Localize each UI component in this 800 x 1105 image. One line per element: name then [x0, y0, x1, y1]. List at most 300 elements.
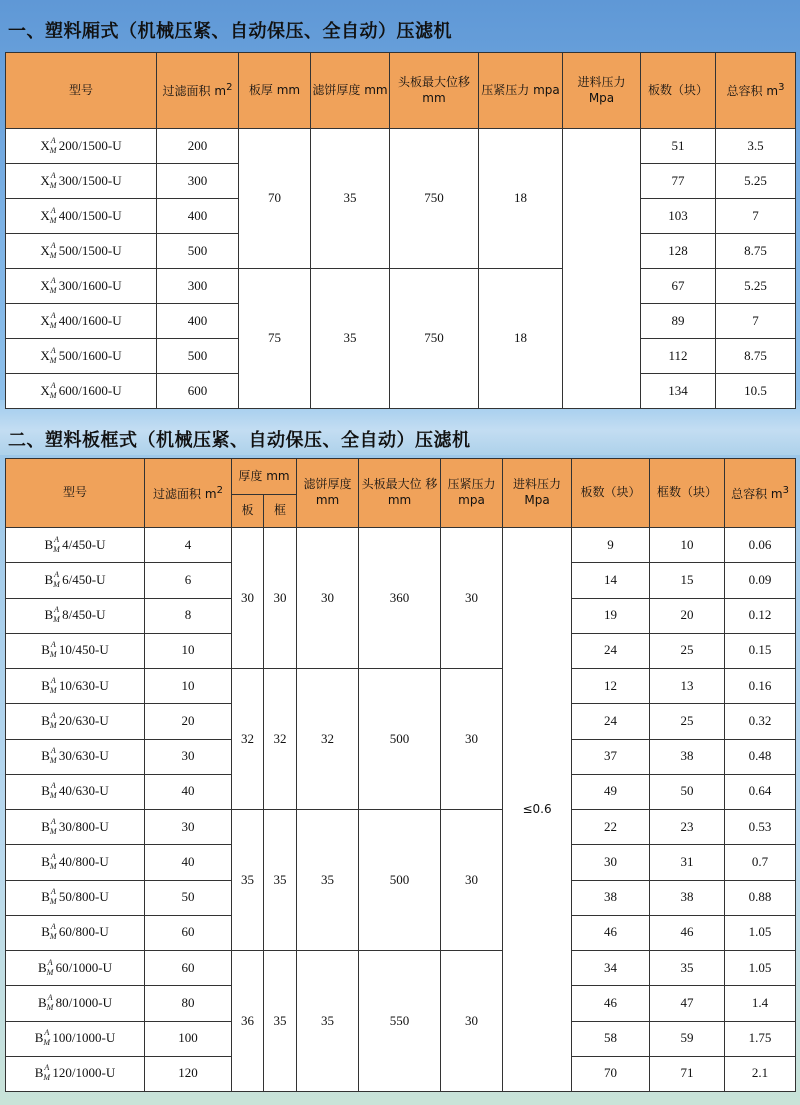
volume-cell: 1.75	[725, 1021, 796, 1056]
area-cell: 10	[145, 633, 232, 668]
model-sup: A	[50, 922, 56, 932]
model-prefix: B	[44, 536, 54, 552]
header-volume-label: 总容积 m	[731, 486, 783, 501]
model-prefix: X	[40, 382, 50, 398]
model-cell	[6, 704, 145, 739]
model-sup: A	[50, 170, 56, 180]
model-prefix: B	[41, 889, 50, 905]
model-prefix: B	[41, 712, 50, 728]
group-frame-cell: 35	[264, 810, 297, 951]
model-subscript-stack	[49, 275, 58, 295]
model-cell	[6, 339, 157, 374]
header-area-sup: 2	[226, 82, 233, 94]
group-press-cell: 30	[441, 669, 503, 810]
area-cell: 400	[157, 199, 239, 234]
model-number: 30/800-U	[58, 818, 109, 834]
group-travel-cell: 360	[359, 528, 441, 669]
model-prefix: X	[40, 172, 50, 188]
group-frame-cell: 32	[264, 669, 297, 810]
model-sup: A	[50, 275, 56, 285]
area-cell: 120	[145, 1056, 232, 1091]
area-cell: 40	[145, 774, 232, 809]
model-sub: M	[49, 685, 57, 695]
header-area	[157, 53, 239, 129]
header-plate: 板	[232, 495, 264, 528]
table-row	[6, 810, 796, 845]
model-prefix: X	[40, 137, 50, 153]
frames-cell: 23	[650, 810, 725, 845]
model-sub: M	[53, 544, 60, 554]
model-sup: A	[50, 205, 56, 215]
model-number: 50/800-U	[58, 889, 109, 905]
model-sub: M	[49, 145, 57, 155]
volume-cell: 5.25	[716, 269, 796, 304]
model-cell	[6, 164, 157, 199]
group-cake-cell: 35	[297, 951, 359, 1092]
model-sup: A	[50, 310, 56, 320]
model-subscript-stack	[46, 992, 55, 1012]
model-number: 500/1500-U	[58, 242, 122, 258]
plates-cell: 34	[572, 951, 650, 986]
header-model: 型号	[6, 459, 145, 528]
model-cell	[6, 669, 145, 704]
model-number: 500/1600-U	[58, 347, 122, 363]
model-sup: A	[50, 240, 56, 250]
header-plate-thickness: 板厚 mm	[239, 53, 311, 129]
plates-cell: 12	[572, 669, 650, 704]
model-prefix: X	[40, 312, 50, 328]
model-subscript-stack	[53, 534, 61, 554]
model-subscript-stack	[46, 957, 55, 977]
frames-cell: 20	[650, 598, 725, 633]
frame-filter-press-table	[5, 458, 796, 1092]
area-cell: 6	[145, 563, 232, 598]
model-cell	[6, 880, 145, 915]
model-prefix: B	[44, 571, 54, 587]
model-sub: M	[49, 250, 57, 260]
group-cake-cell: 30	[297, 528, 359, 669]
model-subscript-stack	[49, 675, 58, 695]
volume-cell: 7	[716, 304, 796, 339]
model-cell	[6, 915, 145, 950]
plates-cell: 49	[572, 774, 650, 809]
model-number: 60/800-U	[58, 924, 109, 940]
plates-cell: 67	[641, 269, 716, 304]
feed-pressure-cell: ≤0.6	[503, 528, 572, 1092]
header-area-label: 过滤面积 m	[162, 84, 227, 99]
model-prefix: B	[41, 677, 50, 693]
model-sup: A	[50, 380, 56, 390]
model-subscript-stack	[49, 851, 58, 871]
model-subscript-stack	[53, 605, 61, 625]
group-travel-cell: 750	[390, 269, 479, 409]
model-sup: A	[50, 887, 56, 897]
table-header-row	[6, 53, 796, 129]
model-sub: M	[43, 1073, 51, 1083]
model-sub: M	[49, 720, 57, 730]
frames-cell: 59	[650, 1021, 725, 1056]
model-prefix: B	[41, 642, 50, 658]
section-1-title: 一、塑料厢式（机械压紧、自动保压、全自动）压滤机	[8, 21, 452, 42]
volume-cell: 1.4	[725, 986, 796, 1021]
area-cell: 400	[157, 304, 239, 339]
model-number: 200/1500-U	[58, 137, 122, 153]
model-prefix: X	[40, 207, 50, 223]
table-row	[6, 528, 796, 563]
volume-cell: 0.06	[725, 528, 796, 563]
model-cell	[6, 739, 145, 774]
volume-cell: 0.64	[725, 774, 796, 809]
model-sup: A	[54, 534, 60, 544]
model-prefix: B	[34, 1065, 44, 1081]
volume-cell: 0.15	[725, 633, 796, 668]
header-frame: 框	[264, 495, 297, 528]
plates-cell: 103	[641, 199, 716, 234]
group-travel-cell: 750	[390, 129, 479, 269]
model-cell	[6, 1021, 145, 1056]
area-cell: 30	[145, 739, 232, 774]
header-area-label: 过滤面积 m	[153, 486, 217, 501]
model-cell	[6, 810, 145, 845]
volume-cell: 1.05	[725, 951, 796, 986]
header-frame-count: 框数（块）	[650, 459, 725, 528]
volume-cell: 2.1	[725, 1056, 796, 1091]
header-area	[145, 459, 232, 528]
model-sup: A	[50, 781, 56, 791]
header-feed-pressure: 进料压力 Mpa	[503, 459, 572, 528]
frames-cell: 25	[650, 704, 725, 739]
group-plate-cell: 36	[232, 951, 264, 1092]
volume-cell: 0.7	[725, 845, 796, 880]
model-number: 400/1500-U	[58, 207, 122, 223]
plates-cell: 112	[641, 339, 716, 374]
model-cell	[6, 986, 145, 1021]
table-header-row	[6, 459, 796, 495]
model-subscript-stack	[49, 135, 58, 155]
model-subscript-stack	[49, 710, 58, 730]
model-number: 120/1000-U	[52, 1065, 116, 1081]
group-press-cell: 30	[441, 810, 503, 951]
volume-cell: 0.32	[725, 704, 796, 739]
table-row	[6, 951, 796, 986]
header-volume	[725, 459, 796, 528]
area-cell: 50	[145, 880, 232, 915]
area-cell: 10	[145, 669, 232, 704]
model-number: 6/450-U	[62, 571, 106, 587]
area-cell: 300	[157, 269, 239, 304]
group-travel-cell: 500	[359, 810, 441, 951]
model-sup: A	[44, 1028, 50, 1038]
area-cell: 300	[157, 164, 239, 199]
volume-cell: 8.75	[716, 339, 796, 374]
model-prefix: X	[40, 242, 50, 258]
header-head-travel: 头板最大位移 mm	[390, 53, 479, 129]
model-number: 600/1600-U	[58, 382, 122, 398]
plates-cell: 51	[641, 129, 716, 164]
header-volume	[716, 53, 796, 129]
area-cell: 30	[145, 810, 232, 845]
area-cell: 4	[145, 528, 232, 563]
model-prefix: X	[40, 277, 50, 293]
model-cell	[6, 234, 157, 269]
group-plate-cell: 35	[232, 810, 264, 951]
plates-cell: 77	[641, 164, 716, 199]
frames-cell: 50	[650, 774, 725, 809]
model-subscript-stack	[49, 887, 58, 907]
group-cake-cell: 35	[311, 129, 390, 269]
frames-cell: 47	[650, 986, 725, 1021]
model-sup: A	[50, 135, 56, 145]
model-sup: A	[50, 816, 56, 826]
model-sub: M	[53, 615, 60, 625]
model-sub: M	[49, 826, 57, 836]
volume-cell: 0.16	[725, 669, 796, 704]
model-number: 10/450-U	[58, 642, 109, 658]
volume-cell: 0.88	[725, 880, 796, 915]
model-cell	[6, 304, 157, 339]
model-cell	[6, 199, 157, 234]
volume-cell: 0.53	[725, 810, 796, 845]
model-sub: M	[49, 320, 57, 330]
frames-cell: 38	[650, 880, 725, 915]
group-press-cell: 30	[441, 528, 503, 669]
plates-cell: 128	[641, 234, 716, 269]
model-sub: M	[46, 1002, 54, 1012]
model-subscript-stack	[49, 640, 58, 660]
group-press-cell: 30	[441, 951, 503, 1092]
model-sup: A	[47, 957, 53, 967]
header-model: 型号	[6, 53, 157, 129]
model-number: 80/1000-U	[55, 994, 112, 1010]
model-sup: A	[44, 1063, 50, 1073]
model-sub: M	[49, 861, 57, 871]
model-number: 4/450-U	[62, 536, 106, 552]
plates-cell: 46	[572, 986, 650, 1021]
model-subscript-stack	[49, 240, 58, 260]
model-sub: M	[49, 180, 57, 190]
header-cake-thickness: 滤饼厚度 mm	[311, 53, 390, 129]
model-prefix: X	[40, 347, 50, 363]
model-cell	[6, 633, 145, 668]
area-cell: 100	[145, 1021, 232, 1056]
group-travel-cell: 500	[359, 669, 441, 810]
model-sub: M	[49, 756, 57, 766]
model-number: 10/630-U	[58, 677, 109, 693]
model-subscript-stack	[49, 380, 58, 400]
model-sup: A	[54, 605, 60, 615]
volume-cell: 7	[716, 199, 796, 234]
plates-cell: 37	[572, 739, 650, 774]
header-feed-pressure: 进料压力 Mpa	[563, 53, 641, 129]
feed-pressure-cell	[563, 129, 641, 409]
volume-cell: 5.25	[716, 164, 796, 199]
model-cell	[6, 1056, 145, 1091]
model-number: 300/1600-U	[58, 277, 122, 293]
area-cell: 500	[157, 234, 239, 269]
model-number: 8/450-U	[62, 607, 106, 623]
model-subscript-stack	[49, 170, 58, 190]
frames-cell: 38	[650, 739, 725, 774]
plates-cell: 9	[572, 528, 650, 563]
plates-cell: 22	[572, 810, 650, 845]
model-sub: M	[49, 285, 57, 295]
model-cell	[6, 845, 145, 880]
header-thickness: 厚度 mm	[232, 459, 297, 495]
model-number: 100/1000-U	[52, 1030, 116, 1046]
model-subscript-stack	[49, 922, 58, 942]
model-sup: A	[50, 710, 56, 720]
model-sub: M	[49, 791, 57, 801]
model-number: 40/800-U	[58, 853, 109, 869]
model-prefix: B	[41, 924, 50, 940]
header-plate-count: 板数（块）	[641, 53, 716, 129]
group-press-cell: 18	[479, 269, 563, 409]
model-sup: A	[50, 851, 56, 861]
header-volume-sup: 3	[778, 82, 785, 94]
plates-cell: 38	[572, 880, 650, 915]
model-cell	[6, 528, 145, 563]
model-prefix: B	[34, 1030, 44, 1046]
model-prefix: B	[41, 818, 50, 834]
header-press-pressure: 压紧压力 mpa	[441, 459, 503, 528]
group-plate-cell: 75	[239, 269, 311, 409]
frames-cell: 35	[650, 951, 725, 986]
frames-cell: 10	[650, 528, 725, 563]
plates-cell: 24	[572, 633, 650, 668]
model-prefix: B	[41, 783, 50, 799]
group-cake-cell: 35	[311, 269, 390, 409]
plates-cell: 14	[572, 563, 650, 598]
model-sup: A	[50, 675, 56, 685]
section-2-title: 二、塑料板框式（机械压紧、自动保压、全自动）压滤机	[8, 430, 471, 451]
model-sup: A	[47, 992, 53, 1002]
model-cell	[6, 374, 157, 409]
model-sub: M	[49, 897, 57, 907]
model-sub: M	[49, 355, 57, 365]
area-cell: 600	[157, 374, 239, 409]
group-cake-cell: 32	[297, 669, 359, 810]
group-frame-cell: 35	[264, 951, 297, 1092]
model-number: 40/630-U	[58, 783, 109, 799]
frames-cell: 46	[650, 915, 725, 950]
header-cake-thickness: 滤饼厚度 mm	[297, 459, 359, 528]
area-cell: 60	[145, 951, 232, 986]
model-sub: M	[43, 1038, 51, 1048]
area-cell: 500	[157, 339, 239, 374]
frames-cell: 31	[650, 845, 725, 880]
model-number: 30/630-U	[58, 748, 109, 764]
model-prefix: B	[41, 853, 50, 869]
plates-cell: 70	[572, 1056, 650, 1091]
model-number: 60/1000-U	[55, 959, 112, 975]
group-cake-cell: 35	[297, 810, 359, 951]
plates-cell: 30	[572, 845, 650, 880]
model-subscript-stack	[43, 1063, 51, 1083]
model-cell	[6, 951, 145, 986]
model-cell	[6, 563, 145, 598]
table-row	[6, 129, 796, 164]
group-plate-cell: 30	[232, 528, 264, 669]
model-cell	[6, 269, 157, 304]
model-sup: A	[50, 345, 56, 355]
volume-cell: 0.09	[725, 563, 796, 598]
frames-cell: 15	[650, 563, 725, 598]
area-cell: 60	[145, 915, 232, 950]
model-sup: A	[54, 569, 60, 579]
group-plate-cell: 32	[232, 669, 264, 810]
model-cell	[6, 129, 157, 164]
model-sub: M	[49, 215, 57, 225]
model-number: 20/630-U	[58, 712, 109, 728]
area-cell: 40	[145, 845, 232, 880]
volume-cell: 1.05	[725, 915, 796, 950]
model-subscript-stack	[49, 746, 58, 766]
area-cell: 8	[145, 598, 232, 633]
volume-cell: 0.12	[725, 598, 796, 633]
model-cell	[6, 598, 145, 633]
header-volume-sup: 3	[782, 484, 789, 496]
model-number: 300/1500-U	[58, 172, 122, 188]
model-prefix: B	[37, 994, 47, 1010]
frames-cell: 71	[650, 1056, 725, 1091]
header-volume-label: 总容积 m	[726, 84, 779, 99]
table-row	[6, 669, 796, 704]
group-travel-cell: 550	[359, 951, 441, 1092]
group-frame-cell: 30	[264, 528, 297, 669]
model-subscript-stack	[43, 1028, 51, 1048]
header-plate-count: 板数（块）	[572, 459, 650, 528]
volume-cell: 10.5	[716, 374, 796, 409]
model-sub: M	[49, 650, 57, 660]
model-subscript-stack	[49, 205, 58, 225]
area-cell: 200	[157, 129, 239, 164]
header-press-pressure: 压紧压力 mpa	[479, 53, 563, 129]
model-sup: A	[50, 746, 56, 756]
model-subscript-stack	[49, 816, 58, 836]
header-head-travel: 头板最大位 移 mm	[359, 459, 441, 528]
model-sup: A	[50, 640, 56, 650]
area-cell: 80	[145, 986, 232, 1021]
plates-cell: 24	[572, 704, 650, 739]
plates-cell: 134	[641, 374, 716, 409]
group-plate-cell: 70	[239, 129, 311, 269]
area-cell: 20	[145, 704, 232, 739]
plates-cell: 58	[572, 1021, 650, 1056]
model-subscript-stack	[53, 569, 61, 589]
frames-cell: 13	[650, 669, 725, 704]
table-row	[6, 269, 796, 304]
model-sub: M	[49, 932, 57, 942]
volume-cell: 3.5	[716, 129, 796, 164]
model-sub: M	[49, 390, 57, 400]
model-prefix: B	[37, 959, 47, 975]
plates-cell: 19	[572, 598, 650, 633]
model-subscript-stack	[49, 781, 58, 801]
plates-cell: 89	[641, 304, 716, 339]
volume-cell: 0.48	[725, 739, 796, 774]
model-subscript-stack	[49, 310, 58, 330]
model-subscript-stack	[49, 345, 58, 365]
model-prefix: B	[44, 607, 54, 623]
header-area-sup: 2	[216, 484, 223, 496]
volume-cell: 8.75	[716, 234, 796, 269]
model-sub: M	[53, 579, 60, 589]
model-number: 400/1600-U	[58, 312, 122, 328]
chamber-filter-press-table	[5, 52, 796, 409]
model-cell	[6, 774, 145, 809]
model-sub: M	[46, 967, 54, 977]
frames-cell: 25	[650, 633, 725, 668]
